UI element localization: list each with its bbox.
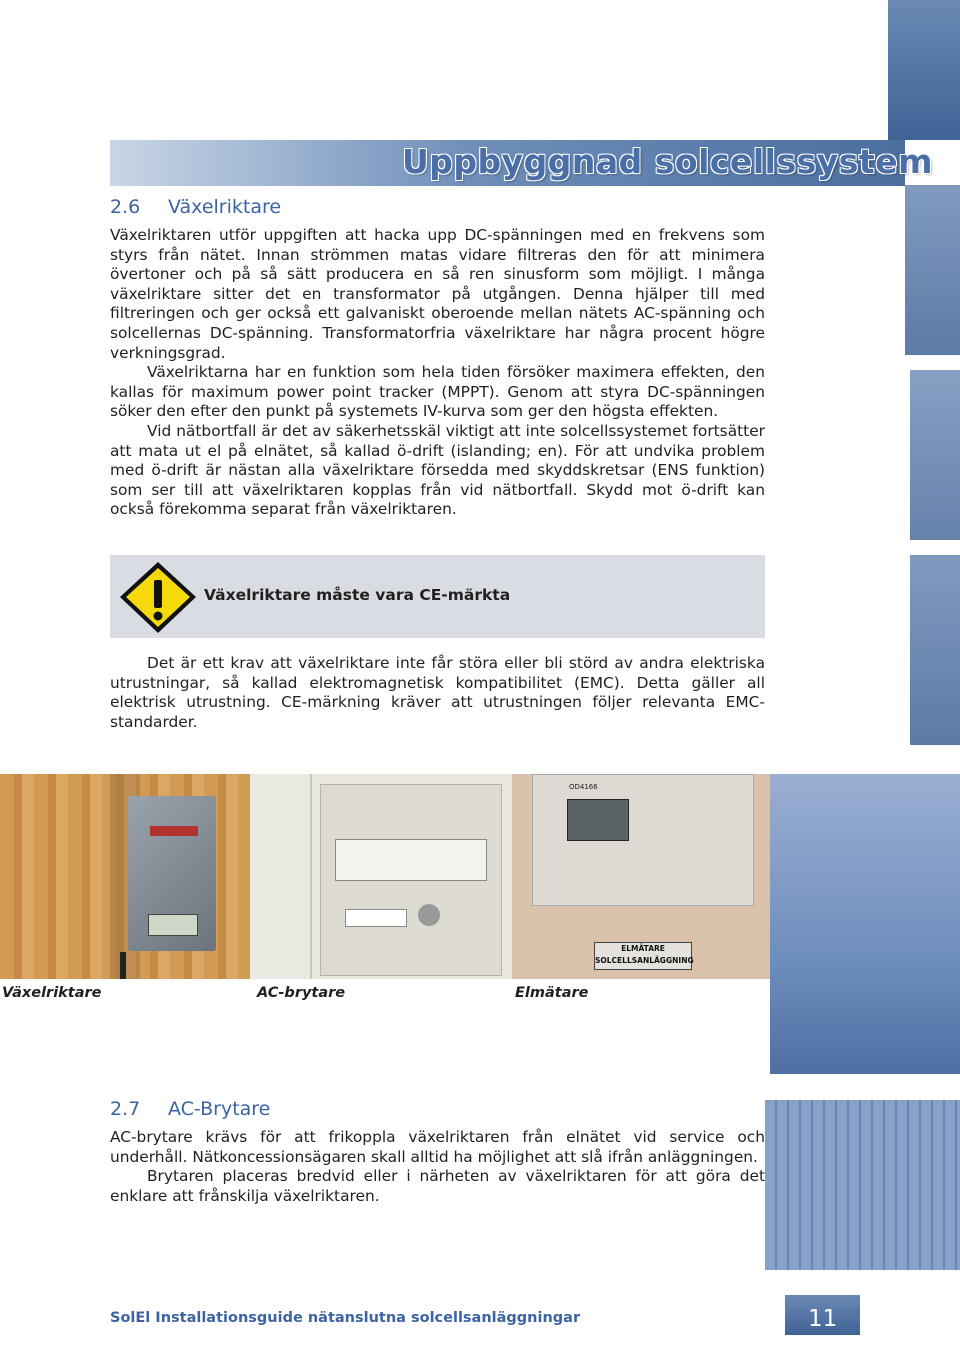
section-title: AC-Brytare: [168, 1098, 271, 1120]
paragraph: Vid nätbortfall är det av säkerhetsskäl viktigt att inte solcellssystemet fortsätter att mata ut el på elnätet, så kallad ö-drift (islanding; en). För att undvika problem med ö-drift är nästan alla växelriktare försedda med skyddskretsar (ENS funktion) som ser till att växelriktaren kopplas från vid nätbortfall. Skydd mot ö-drift kan också förekomma separat från växelriktaren.: [110, 421, 765, 519]
ac-breaker-photo: [250, 774, 512, 979]
paragraph: Brytaren placeras bredvid eller i närheten av växelriktaren för att göra det enklare att frånskilja växelriktaren.: [110, 1167, 765, 1205]
meter-plate-line1: ELMÄTARE: [621, 944, 665, 953]
paragraph: Växelriktaren utför uppgiften att hacka upp DC-spänningen med en frekvens som styrs från nätet. Innan strömmen matas vidare filtreras den för att minimera övertoner och på så sätt producera en så ren sinusform som möjligt. I många växelriktare sitter det en transformator på utgången. Denna hjälper till med filtreringen och ger också ett galvaniskt oberoende mellan nätets AC-spänning och solcellernas DC-spänning. Transformatorfria växelriktare har några procent högre verkningsgrad.: [110, 226, 765, 362]
photo-caption-inverter: Växelriktare: [2, 985, 102, 1001]
photo-caption-ac-breaker: AC-brytare: [257, 985, 346, 1001]
paragraph: AC-brytare krävs för att frikoppla växelriktaren från elnätet vid service och underhåll. Nätkoncessionsägaren skall alltid ha möjlighet att slå ifrån anläggningen.: [110, 1128, 765, 1166]
section-number: 2.6: [110, 196, 141, 218]
decor-strip-top: [888, 0, 960, 140]
section-2-6-body: [110, 226, 765, 520]
warning-text: Växelriktare måste vara CE-märkta: [204, 586, 511, 604]
section-2-7-body: [110, 1128, 765, 1206]
warning-exclamation-icon: [118, 560, 198, 635]
decor-strip-3: [910, 555, 960, 745]
decor-strip-1: [905, 185, 960, 355]
paragraph: Det är ett krav att växelriktare inte får störa eller bli störd av andra elektriska utrustningar, så kallad elektromagnetisk kompatibilitet (EMC). Detta gäller all elektrisk utrustning. CE-märkning kräver att utrustningen följer relevanta EMC-standarder.: [110, 654, 765, 731]
decor-building-photo: [765, 1100, 960, 1270]
meter-plate-line2: SOLCELLSANLÄGGNING: [595, 956, 694, 965]
meter-photo: [512, 774, 770, 979]
section-heading-2-7: [110, 1098, 270, 1120]
photo-caption-meter: Elmätare: [515, 985, 589, 1001]
chapter-title: Uppbyggnad solcellssystem: [402, 142, 933, 181]
section-title: Växelriktare: [168, 196, 282, 218]
meter-plate: [594, 942, 692, 970]
meter-model-label: OD4166: [569, 783, 598, 791]
section-heading-2-6: [110, 196, 281, 218]
decor-strip-2: [910, 370, 960, 540]
paragraph: Växelriktarna har en funktion som hela tiden försöker maximera effekten, den kallas för maximum power point tracker (MPPT). Genom att styra DC-spänningen söker den efter den punkt på systemets IV-kurva som ger den högsta effekten.: [110, 363, 765, 421]
decor-sky-photo: [770, 774, 960, 1074]
section-number: 2.7: [110, 1098, 141, 1120]
footer-title: SolEl Installationsguide nätanslutna solcellsanläggningar: [110, 1310, 581, 1326]
inverter-photo: [0, 774, 250, 979]
page-number: 11: [808, 1306, 838, 1332]
emc-body: [110, 654, 765, 732]
